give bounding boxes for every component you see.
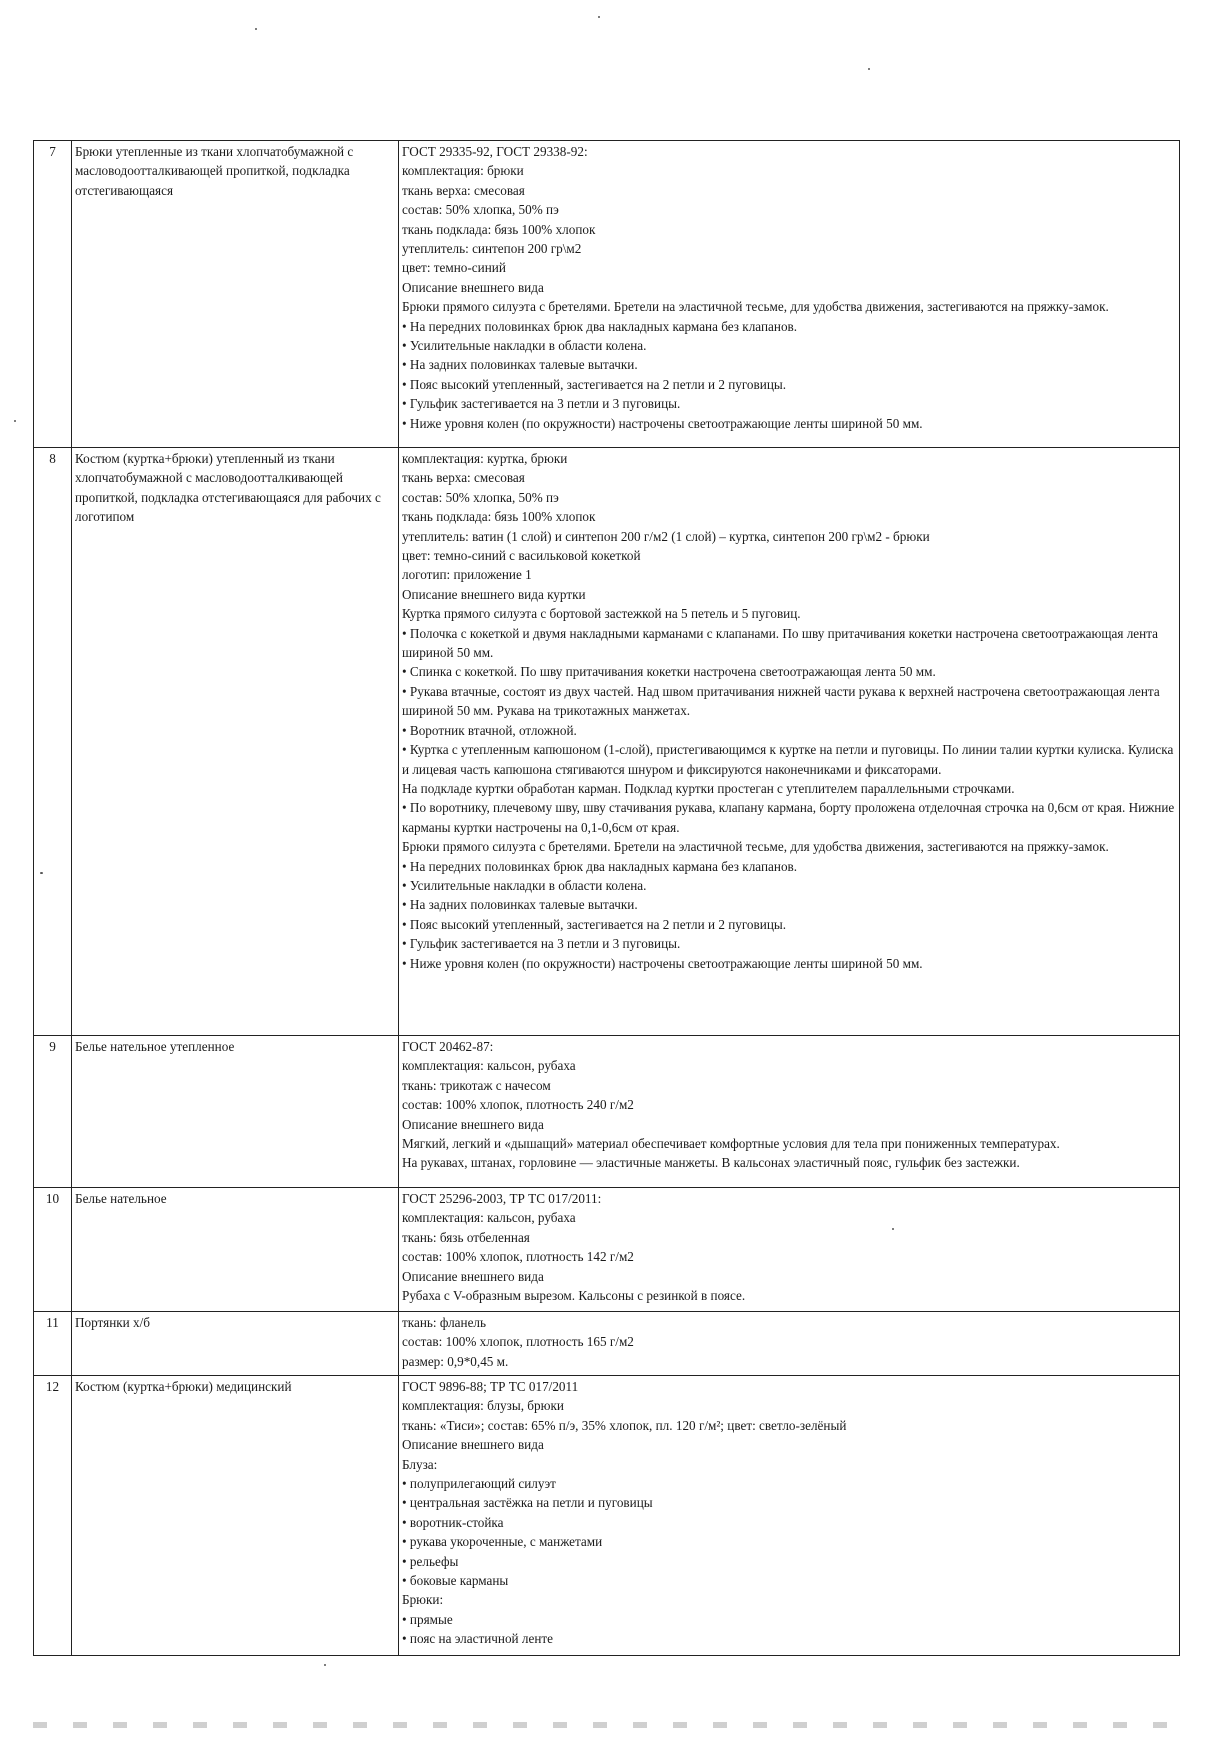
description-line: состав: 50% хлопка, 50% пэ: [402, 202, 559, 218]
description-line: ГОСТ 9896-88; ТР ТС 017/2011: [402, 1379, 579, 1394]
description-line: комплектация: блузы, брюки: [402, 1398, 564, 1414]
description-line: ткань подклада: бязь 100% хлопок: [402, 221, 596, 237]
item-name: Белье нательное: [72, 1188, 399, 1312]
bullet-line: • Куртка с утепленным капюшоном (1-слой), пристегивающимся к куртке на петли и пуговицы. По линии талии куртки кулиска. Кулиска и лицевая часть капюшона стягиваются шнуром и фиксируются наконечниками и фиксаторами.: [402, 740, 1176, 779]
bullet-line: • Ниже уровня колен (по окружности) настрочены светоотражающие ленты шириной 50 мм.: [402, 414, 1176, 433]
table-row: [34, 1036, 1180, 1188]
item-name: Костюм (куртка+брюки) утепленный из ткани хлопчатобумажной с масловодоотталкивающей пропиткой, подкладка отстегивающаяся для рабочих с логотипом: [72, 448, 399, 1036]
bullet-line: • Полочка с кокеткой и двумя накладными карманами с клапанами. По шву притачивания кокетки настрочена светоотражающая лента шириной 50 мм.: [402, 624, 1176, 663]
table-row: [34, 1312, 1180, 1376]
description-line: ткань: «Тиси»; состав: 65% п/э, 35% хлопок, пл. 120 г/м²; цвет: светло-зелёный: [402, 1417, 847, 1433]
description-line: Мягкий, легкий и «дышащий» материал обеспечивает комфортные условия для тела при пониженных температурах.: [402, 1136, 1060, 1152]
item-description: [399, 1376, 1180, 1656]
description-line: состав: 100% хлопок, плотность 142 г/м2: [402, 1249, 634, 1265]
description-line: комплектация: куртка, брюки: [402, 451, 568, 466]
bullet-line: • прямые: [402, 1610, 1176, 1629]
description-line: размер: 0,9*0,45 м.: [402, 1353, 509, 1369]
bullet-line: • пояс на эластичной ленте: [402, 1629, 1176, 1648]
bullet-line: • Пояс высокий утепленный, застегивается на 2 петли и 2 пуговицы.: [402, 915, 1176, 934]
bullet-line: • рукава укороченные, с манжетами: [402, 1532, 1176, 1551]
bullet-line: • полуприлегающий силуэт: [402, 1474, 1176, 1493]
item-name: Костюм (куртка+брюки) медицинский: [72, 1376, 399, 1656]
item-name: Белье нательное утепленное: [72, 1036, 399, 1188]
specification-table-body: [34, 141, 1180, 1656]
description-line: Рубаха с V-образным вырезом. Кальсоны с резинкой в поясе.: [402, 1288, 746, 1304]
description-line: ткань верха: смесовая: [402, 470, 525, 486]
description-line: состав: 50% хлопка, 50% пэ: [402, 489, 559, 505]
table-row: [34, 448, 1180, 1036]
description-line: Описание внешнего вида: [402, 1437, 544, 1453]
description-line: ГОСТ 29335-92, ГОСТ 29338-92:: [402, 144, 588, 159]
item-description: [399, 1188, 1180, 1312]
description-line: ГОСТ 20462-87:: [402, 1039, 494, 1054]
table-row: [34, 1376, 1180, 1656]
description-line: комплектация: кальсон, рубаха: [402, 1210, 576, 1226]
row-number: 9: [34, 1036, 72, 1188]
bullet-line: • По воротнику, плечевому шву, шву стачивания рукава, клапану кармана, борту проложена отделочная строчка на 0,6см от края. Нижние карманы куртки настрочены на 0,1-0,6см от края.: [402, 798, 1176, 837]
description-line: Описание внешнего вида: [402, 1268, 544, 1284]
description-line: ткань: трикотаж с начесом: [402, 1077, 551, 1093]
bullet-line: • боковые карманы: [402, 1571, 1176, 1590]
scan-speck: [868, 68, 870, 70]
description-line: утеплитель: синтепон 200 гр\м2: [402, 241, 582, 257]
description-line: утеплитель: ватин (1 слой) и синтепон 200 г/м2 (1 слой) – куртка, синтепон 200 гр\м2 - брюки: [402, 528, 930, 544]
table-row: [34, 141, 1180, 448]
description-line: Описание внешнего вида: [402, 1116, 544, 1132]
bullet-line: • На задних половинках талевые вытачки.: [402, 895, 1176, 914]
specification-table: [33, 140, 1180, 1656]
item-name: Портянки х/б: [72, 1312, 399, 1376]
description-line: цвет: темно-синий: [402, 260, 506, 276]
bullet-line: • воротник-стойка: [402, 1513, 1176, 1532]
bullet-line: • рельефы: [402, 1552, 1176, 1571]
scan-speck: [324, 1664, 326, 1666]
description-line: состав: 100% хлопок, плотность 240 г/м2: [402, 1097, 634, 1113]
bullet-line: • На задних половинках талевые вытачки.: [402, 355, 1176, 374]
bullet-line: • Ниже уровня колен (по окружности) настрочены светоотражающие ленты шириной 50 мм.: [402, 954, 1176, 973]
bullet-line: • Пояс высокий утепленный, застегивается на 2 петли и 2 пуговицы.: [402, 375, 1176, 394]
row-number: 8: [34, 448, 72, 1036]
bullet-line: • Спинка с кокеткой. По шву притачивания кокетки настрочена светоотражающая лента 50 мм.: [402, 662, 1176, 681]
bullet-line: • На передних половинках брюк два накладных кармана без клапанов.: [402, 317, 1176, 336]
item-description: [399, 448, 1180, 1036]
description-line: Блуза:: [402, 1456, 438, 1472]
description-line: Описание внешнего вида: [402, 279, 544, 295]
row-number: 10: [34, 1188, 72, 1312]
description-line: ткань верха: смесовая: [402, 182, 525, 198]
description-line: логотип: приложение 1: [402, 567, 532, 583]
description-line: цвет: темно-синий с васильковой кокеткой: [402, 548, 641, 564]
description-line: Брюки прямого силуэта с бретелями. Бретели на эластичной тесьме, для удобства движения, застегиваются на пряжку-замок.: [402, 839, 1109, 855]
description-line: состав: 100% хлопок, плотность 165 г/м2: [402, 1334, 634, 1350]
description-line: ГОСТ 25296-2003, ТР ТС 017/2011:: [402, 1191, 602, 1206]
bullet-line: • Гульфик застегивается на 3 петли и 3 пуговицы.: [402, 934, 1176, 953]
bullet-line: • центральная застёжка на петли и пуговицы: [402, 1493, 1176, 1512]
item-name: Брюки утепленные из ткани хлопчатобумажной с масловодоотталкивающей пропиткой, подкладка отстегивающаяся: [72, 141, 399, 448]
description-line: комплектация: кальсон, рубаха: [402, 1058, 576, 1074]
row-number: 11: [34, 1312, 72, 1376]
description-line: Описание внешнего вида куртки: [402, 586, 586, 602]
description-line: На рукавах, штанах, горловине — эластичные манжеты. В кальсонах эластичный пояс, гульфик без застежки.: [402, 1155, 1020, 1171]
description-line: Куртка прямого силуэта с бортовой застежкой на 5 петель и 5 пуговиц.: [402, 606, 801, 622]
description-line: Брюки:: [402, 1592, 444, 1608]
bullet-line: • Рукава втачные, состоят из двух частей. Над швом притачивания нижней части рукава к верхней настрочена светоотражающая лента шириной 50 мм. Рукава на трикотажных манжетах.: [402, 682, 1176, 721]
bullet-line: • Усилительные накладки в области колена.: [402, 876, 1176, 895]
description-line: ткань: фланель: [402, 1315, 487, 1330]
scan-bottom-artifact: [33, 1722, 1193, 1728]
bullet-line: • Усилительные накладки в области колена.: [402, 336, 1176, 355]
description-line: Брюки прямого силуэта с бретелями. Бретели на эластичной тесьме, для удобства движения, застегиваются на пряжку-замок.: [402, 299, 1109, 315]
description-line: ткань подклада: бязь 100% хлопок: [402, 509, 596, 525]
item-description: [399, 141, 1180, 448]
scan-speck: [255, 28, 257, 30]
bullet-line: • Воротник втачной, отложной.: [402, 721, 1176, 740]
description-line: На подкладе куртки обработан карман. Подклад куртки простеган с утеплителем параллельными строчками.: [402, 780, 1015, 796]
description-line: ткань: бязь отбеленная: [402, 1229, 530, 1245]
table-row: [34, 1188, 1180, 1312]
description-line: комплектация: брюки: [402, 163, 524, 179]
item-description: [399, 1312, 1180, 1376]
bullet-line: • Гульфик застегивается на 3 петли и 3 пуговицы.: [402, 394, 1176, 413]
row-number: 12: [34, 1376, 72, 1656]
bullet-line: • На передних половинках брюк два накладных кармана без клапанов.: [402, 857, 1176, 876]
row-number: 7: [34, 141, 72, 448]
scan-speck: [14, 420, 16, 422]
item-description: [399, 1036, 1180, 1188]
scan-speck: [598, 16, 600, 18]
